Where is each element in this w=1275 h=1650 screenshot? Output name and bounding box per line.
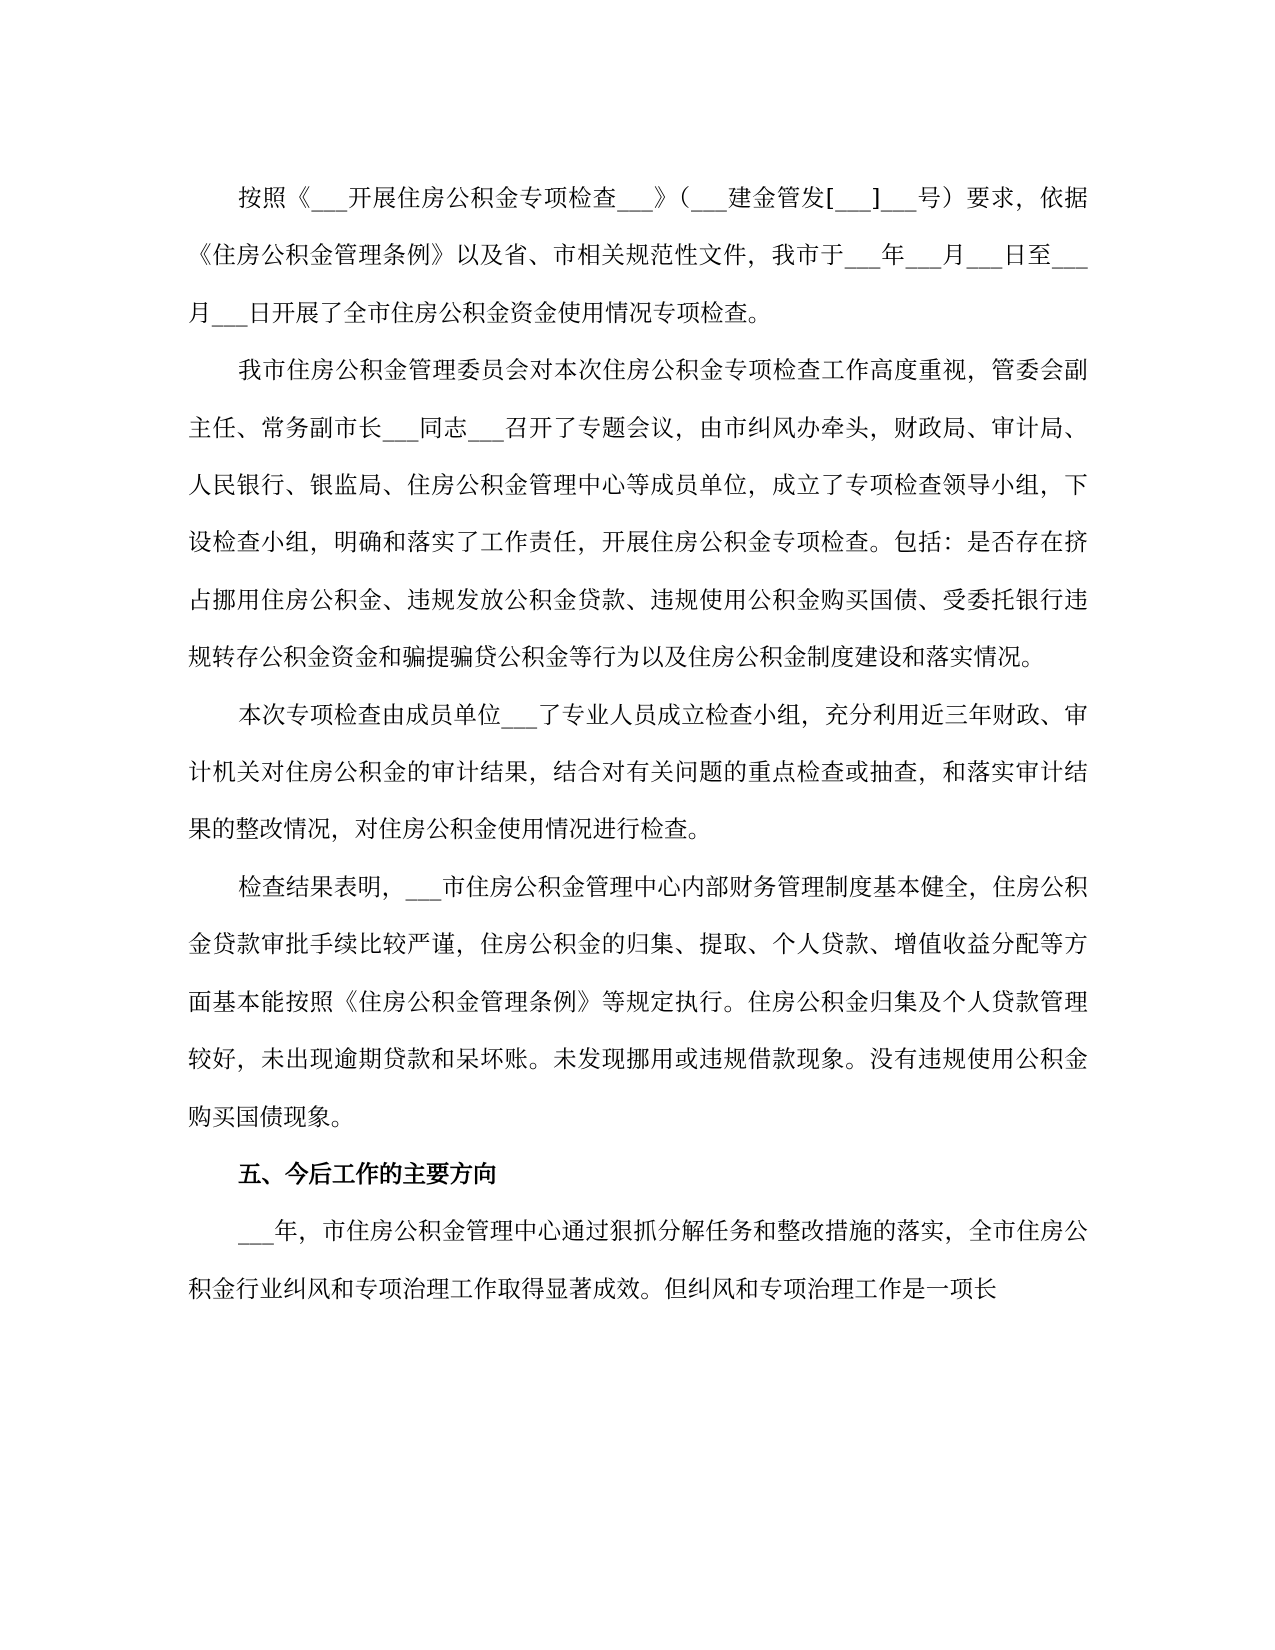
document-body xyxy=(188,170,1088,1318)
paragraph-committee-organization: 我市住房公积金管理委员会对本次住房公积金专项检查工作高度重视，管委会副主任、常务副市长___同志___召开了专题会议，由市纠风办牵头，财政局、审计局、人民银行、银监局、住房公积金管理中心等成员单位，成立了专项检查领导小组，下设检查小组，明确和落实了工作责任，开展住房公积金专项检查。包括：是否存在挤占挪用住房公积金、违规发放公积金贷款、违规使用公积金购买国债、受委托银行违规转存公积金资金和骗提骗贷公积金等行为以及住房公积金制度建设和落实情况。 xyxy=(188,356,1088,672)
paragraph-future-direction: ___年，市住房公积金管理中心通过狠抓分解任务和整改措施的落实，全市住房公积金行业纠风和专项治理工作取得显著成效。但纠风和专项治理工作是一项长 xyxy=(188,1217,1088,1303)
paragraph-inspection-basis: 按照《___开展住房公积金专项检查___》（___建金管发[___]___号）要求，依据《住房公积金管理条例》以及省、市相关规范性文件，我市于___年___月___日至___月___日开展了全市住房公积金资金使用情况专项检查。 xyxy=(188,184,1088,327)
paragraph-inspection-team: 本次专项检查由成员单位___了专业人员成立检查小组，充分利用近三年财政、审计机关对住房公积金的审计结果，结合对有关问题的重点检查或抽查，和落实审计结果的整改情况，对住房公积金使用情况进行检查。 xyxy=(188,700,1088,844)
paragraph-inspection-results: 检查结果表明，___市住房公积金管理中心内部财务管理制度基本健全，住房公积金贷款审批手续比较严谨，住房公积金的归集、提取、个人贷款、增值收益分配等方面基本能按照《住房公积金管理条例》等规定执行。住房公积金归集及个人贷款管理较好，未出现逾期贷款和呆坏账。未发现挪用或违规借款现象。没有违规使用公积金购买国债现象。 xyxy=(188,872,1088,1131)
section-heading: 五、今后工作的主要方向 xyxy=(238,1159,497,1188)
